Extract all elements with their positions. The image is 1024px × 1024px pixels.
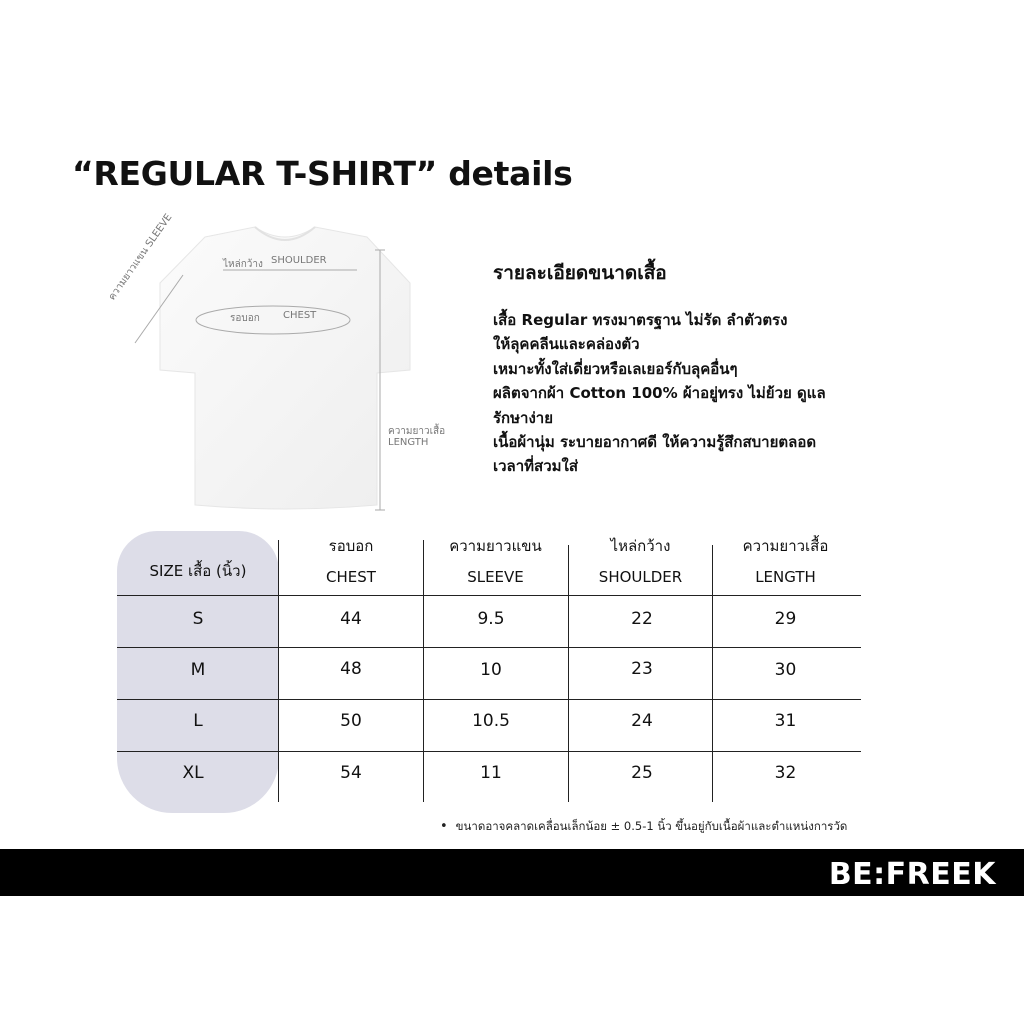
description-heading: รายละเอียดขนาดเสื้อ xyxy=(493,262,667,284)
chest-cell: 50 xyxy=(340,711,362,731)
table-divider xyxy=(117,595,861,596)
length-cell: 32 xyxy=(774,763,797,783)
description-line: เหมาะทั้งใส่เดี่ยวหรือเลเยอร์กับลุคอื่นๆ xyxy=(493,359,738,378)
column-header-chest-th: รอบอก xyxy=(328,537,374,555)
description-block xyxy=(493,258,893,479)
length-label-en: LENGTH xyxy=(388,437,429,448)
sleeve-cell: 10.5 xyxy=(472,711,510,731)
size-header: SIZE เสื้อ (นิ้ว) xyxy=(149,562,247,580)
length-cell: 30 xyxy=(774,660,797,680)
tshirt-diagram xyxy=(105,195,465,520)
size-cell: L xyxy=(193,711,203,731)
column-header-length-en: LENGTH xyxy=(755,568,816,586)
sleeve-cell: 9.5 xyxy=(477,609,505,629)
shoulder-cell: 22 xyxy=(631,609,653,629)
sleeve-cell: 11 xyxy=(480,763,502,783)
length-label-th: ความยาวเสื้อ xyxy=(388,426,446,437)
description-line: เสื้อ Regular ทรงมาตรฐาน ไม่รัด ลำตัวตรง xyxy=(493,311,788,329)
table-divider xyxy=(117,751,861,752)
size-cell: S xyxy=(192,609,204,629)
table-column-divider xyxy=(568,545,569,802)
length-cell: 29 xyxy=(774,609,797,629)
shoulder-label-en: SHOULDER xyxy=(271,255,327,266)
description-text xyxy=(493,308,893,479)
description-line: ให้ลุคคลีนและคล่องตัว xyxy=(493,335,640,354)
shoulder-label-th: ไหล่กว้าง xyxy=(223,259,263,270)
table-column-divider xyxy=(278,540,279,802)
table-divider xyxy=(117,647,861,648)
brand-logo: BE:FREEK xyxy=(828,857,996,892)
sleeve-label-th: ความยาวแขน xyxy=(106,245,152,303)
chest-cell: 44 xyxy=(340,609,362,629)
column-header-shoulder-th: ไหล่กว้าง xyxy=(610,537,671,555)
sleeve-cell: 10 xyxy=(480,660,502,680)
description-line: เนื้อผ้านุ่ม ระบายอากาศดี ให้ความรู้สึกสบายตลอด xyxy=(493,433,817,452)
column-header-chest-en: CHEST xyxy=(326,568,376,586)
chest-cell: 48 xyxy=(340,659,362,679)
description-line: เวลาที่สวมใส่ xyxy=(493,457,578,476)
description-line: ผลิตจากผ้า Cotton 100% ผ้าอยู่ทรง ไม่ย้วย ดูแล xyxy=(493,384,826,403)
description-line: รักษาง่าย xyxy=(493,408,553,427)
table-column-divider xyxy=(423,540,424,802)
column-header-shoulder-en: SHOULDER xyxy=(598,568,683,586)
shoulder-cell: 24 xyxy=(631,711,653,731)
column-header-length-th: ความยาวเสื้อ xyxy=(742,537,829,555)
sleeve-label-en: SLEEVE xyxy=(143,212,175,250)
table-divider xyxy=(117,699,861,700)
footer-bar xyxy=(0,849,1024,896)
chest-cell: 54 xyxy=(340,763,362,783)
measurement-note: • ขนาดอาจคลาดเคลื่อนเล็กน้อย ± 0.5-1 นิ้ว ขึ้นอยู่กับเนื้อผ้าและตำแหน่งการวัด xyxy=(440,818,847,836)
size-cell: M xyxy=(190,660,206,680)
column-header-sleeve-en: SLEEVE xyxy=(467,568,524,586)
length-cell: 31 xyxy=(774,711,797,731)
column-header-sleeve-th: ความยาวแขน xyxy=(449,537,542,555)
size-cell: XL xyxy=(182,763,204,783)
table-column-divider xyxy=(712,545,713,802)
chest-label-th: รอบอก xyxy=(230,313,260,324)
chest-label-en: CHEST xyxy=(283,310,317,321)
shoulder-cell: 23 xyxy=(631,659,653,679)
page-title: “REGULAR T-SHIRT” details xyxy=(72,154,573,193)
shoulder-cell: 25 xyxy=(631,763,653,783)
